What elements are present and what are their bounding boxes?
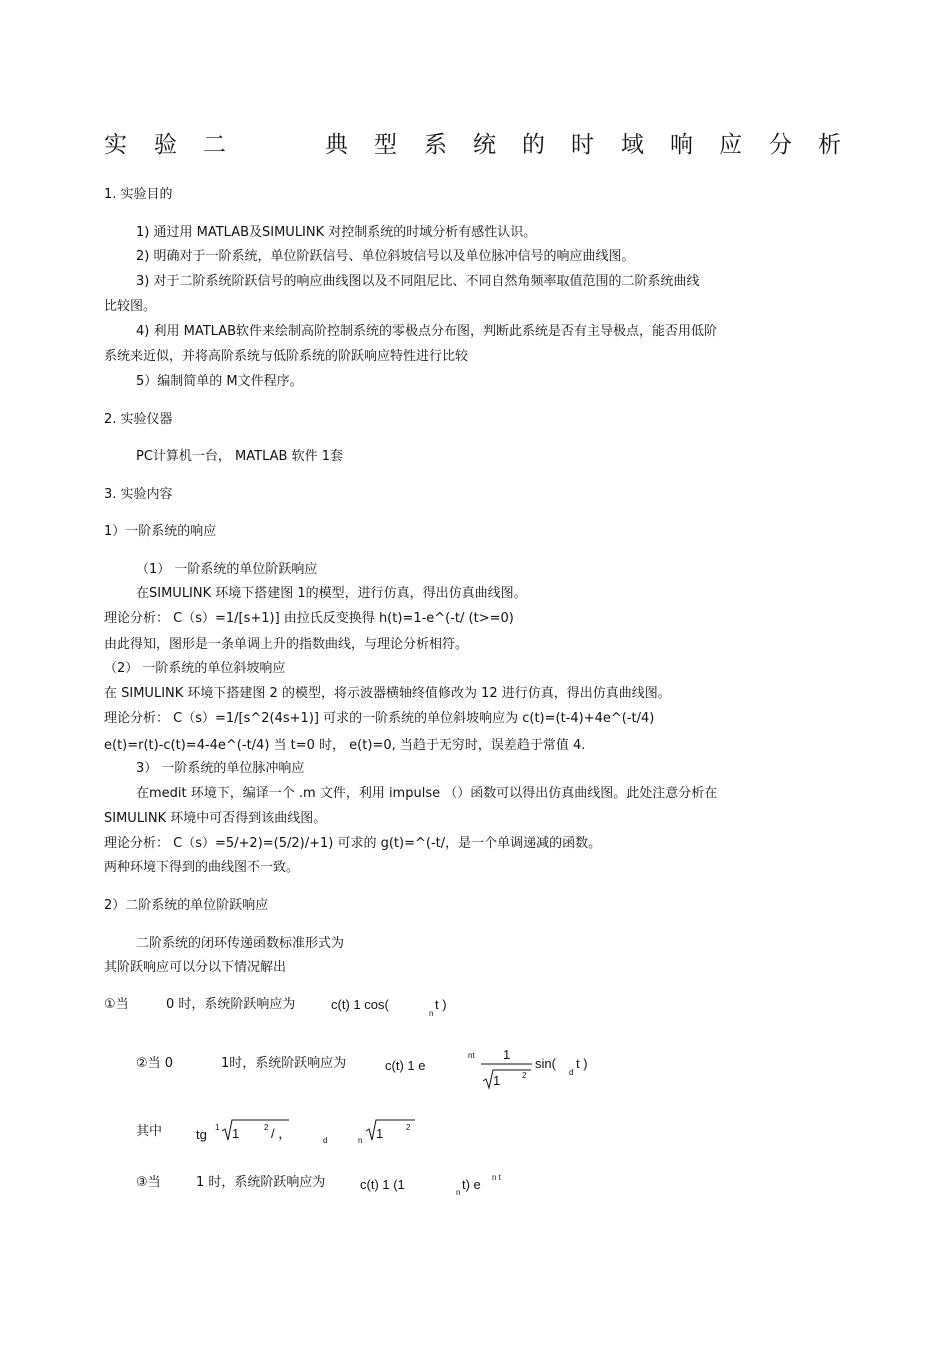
ramp-response-theory: 理论分析： C（s）=1/[s^2(4s+1)] 可求的一阶系统的单位斜坡响应为 c(t)=(t-4)+4e^(-t/4)	[104, 711, 655, 726]
impulse-response-body: SIMULINK 环境中可否得到该曲线图。	[104, 811, 327, 826]
instruments-line: PC计算机一台， MATLAB 软件 1套	[136, 449, 343, 464]
title-char: 应	[719, 132, 742, 158]
subsection-first-order: 1）一阶系统的响应	[104, 524, 217, 539]
purpose-item: 1) 通过用 MATLAB及SIMULINK 对控制系统的时域分析有感性认识。	[136, 225, 537, 240]
purpose-item: 5）编制简单的 M文件程序。	[136, 374, 303, 389]
where-sq-sup: 2	[264, 1123, 269, 1132]
purpose-item: 4) 利用 MATLAB软件来绘制高阶控制系统的零极点分布图，判断此系统是否有主导极点，能否用低阶	[136, 324, 718, 339]
case3-tail: t) e	[462, 1177, 481, 1192]
case3-condition: 1 时，系统阶跃响应为	[196, 1175, 326, 1190]
title-char: 时	[571, 132, 594, 158]
step-response-conclusion: 由此得知，图形是一条单调上升的指数曲线，与理论分析相符。	[104, 637, 469, 652]
case1-prefix: ①当	[104, 997, 129, 1012]
case3-prefix: ③当	[136, 1175, 161, 1190]
where-one2: 1	[376, 1126, 384, 1141]
where-tg-sup: 1	[215, 1123, 220, 1132]
case3-expression: c(t) 1 (1	[360, 1177, 405, 1192]
case3-exponent: n t	[492, 1173, 501, 1182]
case2-sin: sin(	[535, 1056, 556, 1071]
subsection-second-order: 2）二阶系统的单位阶跃响应	[104, 898, 269, 913]
where-n: n	[358, 1136, 363, 1145]
second-order-cases: 其阶跃响应可以分以下情况解出	[104, 960, 287, 975]
purpose-item: 2) 明确对于一阶系统，单位阶跃信号、单位斜坡信号以及单位脉冲信号的响应曲线图。	[136, 249, 635, 264]
step-response-body: 在SIMULINK 环境下搭建图 1的模型，进行仿真，得出仿真曲线图。	[136, 586, 527, 601]
case1-expression: c(t) 1 cos(	[331, 997, 389, 1012]
where-d: d	[323, 1136, 328, 1145]
section-heading-content: 3. 实验内容	[104, 487, 173, 502]
where-label: 其中	[136, 1124, 163, 1139]
where-tg: tg	[196, 1127, 207, 1142]
where-slash: / ，	[271, 1126, 292, 1141]
impulse-response-body: 在medit 环境下，编译一个 .m 文件，利用 impulse （）函数可以得出仿真曲线图。此处注意分析在	[136, 786, 718, 801]
title-char: 典	[325, 132, 348, 158]
impulse-response-theory: 理论分析： C（s）=5/+2)=(5/2)/+1) 可求的 g(t)=^(-t/，是一个单调递减的函数。	[104, 836, 602, 851]
second-order-intro: 二阶系统的闭环传递函数标准形式为	[136, 936, 345, 951]
case2-subscript: d	[569, 1068, 574, 1077]
where-sq-sup2: 2	[406, 1123, 411, 1132]
title-char: 验	[154, 132, 177, 158]
case3-subscript: n	[456, 1188, 461, 1197]
case2-numerator: 1	[503, 1047, 511, 1062]
step-response-title: （1） 一阶系统的单位阶跃响应	[136, 562, 318, 577]
title-char: 实	[104, 132, 127, 158]
case1-condition: 0 时，系统阶跃响应为	[166, 997, 296, 1012]
title-char: 型	[374, 132, 397, 158]
purpose-item-cont: 系统来近似，并将高阶系统与低阶系统的阶跃响应特性进行比较	[104, 349, 469, 364]
title-char: 响	[670, 132, 693, 158]
case2-tail: t )	[576, 1056, 588, 1071]
title-char: 统	[473, 132, 496, 158]
title-char: 域	[621, 132, 644, 158]
title-char: 系	[424, 132, 447, 158]
title-char: 的	[522, 132, 545, 158]
title-char: 析	[818, 132, 841, 158]
case2-expression: c(t) 1 e	[385, 1058, 426, 1073]
ramp-response-body: 在 SIMULINK 环境下搭建图 2 的模型，将示波器横轴终值修改为 12 进行仿真，得出仿真曲线图。	[104, 686, 671, 701]
case1-tail: t )	[435, 997, 447, 1012]
case2-exponent: nt	[468, 1051, 475, 1060]
ramp-response-error: e(t)=r(t)-c(t)=4-4e^(-t/4) 当 t=0 时， e(t)=0, 当趋于无穷时，误差趋于常值 4.	[104, 738, 586, 753]
ramp-response-title: （2） 一阶系统的单位斜坡响应	[104, 661, 286, 676]
case2-condition: 1时，系统阶跃响应为	[221, 1056, 347, 1071]
section-heading-instruments: 2. 实验仪器	[104, 412, 173, 427]
purpose-item: 3) 对于二阶系统阶跃信号的响应曲线图以及不同阻尼比、不同自然角频率取值范围的二阶系统曲线	[136, 274, 700, 289]
purpose-item-cont: 比较图。	[104, 299, 157, 314]
impulse-response-conclusion: 两种环境下得到的曲线图不一致。	[104, 860, 300, 875]
section-heading-purpose: 1. 实验目的	[104, 187, 173, 202]
step-response-theory: 理论分析： C（s）=1/[s+1)] 由拉氏反变换得 h(t)=1-e^(-t/ (t>=0)	[104, 611, 514, 626]
case2-denominator: 1	[493, 1073, 501, 1088]
title-char: 二	[203, 132, 226, 158]
case2-denominator-sup: 2	[522, 1071, 527, 1080]
where-one: 1	[232, 1126, 240, 1141]
case1-subscript: n	[429, 1009, 434, 1018]
case2-prefix: ②当 0	[136, 1056, 174, 1071]
impulse-response-title: 3） 一阶系统的单位脉冲响应	[136, 761, 305, 776]
title-char: 分	[769, 132, 792, 158]
